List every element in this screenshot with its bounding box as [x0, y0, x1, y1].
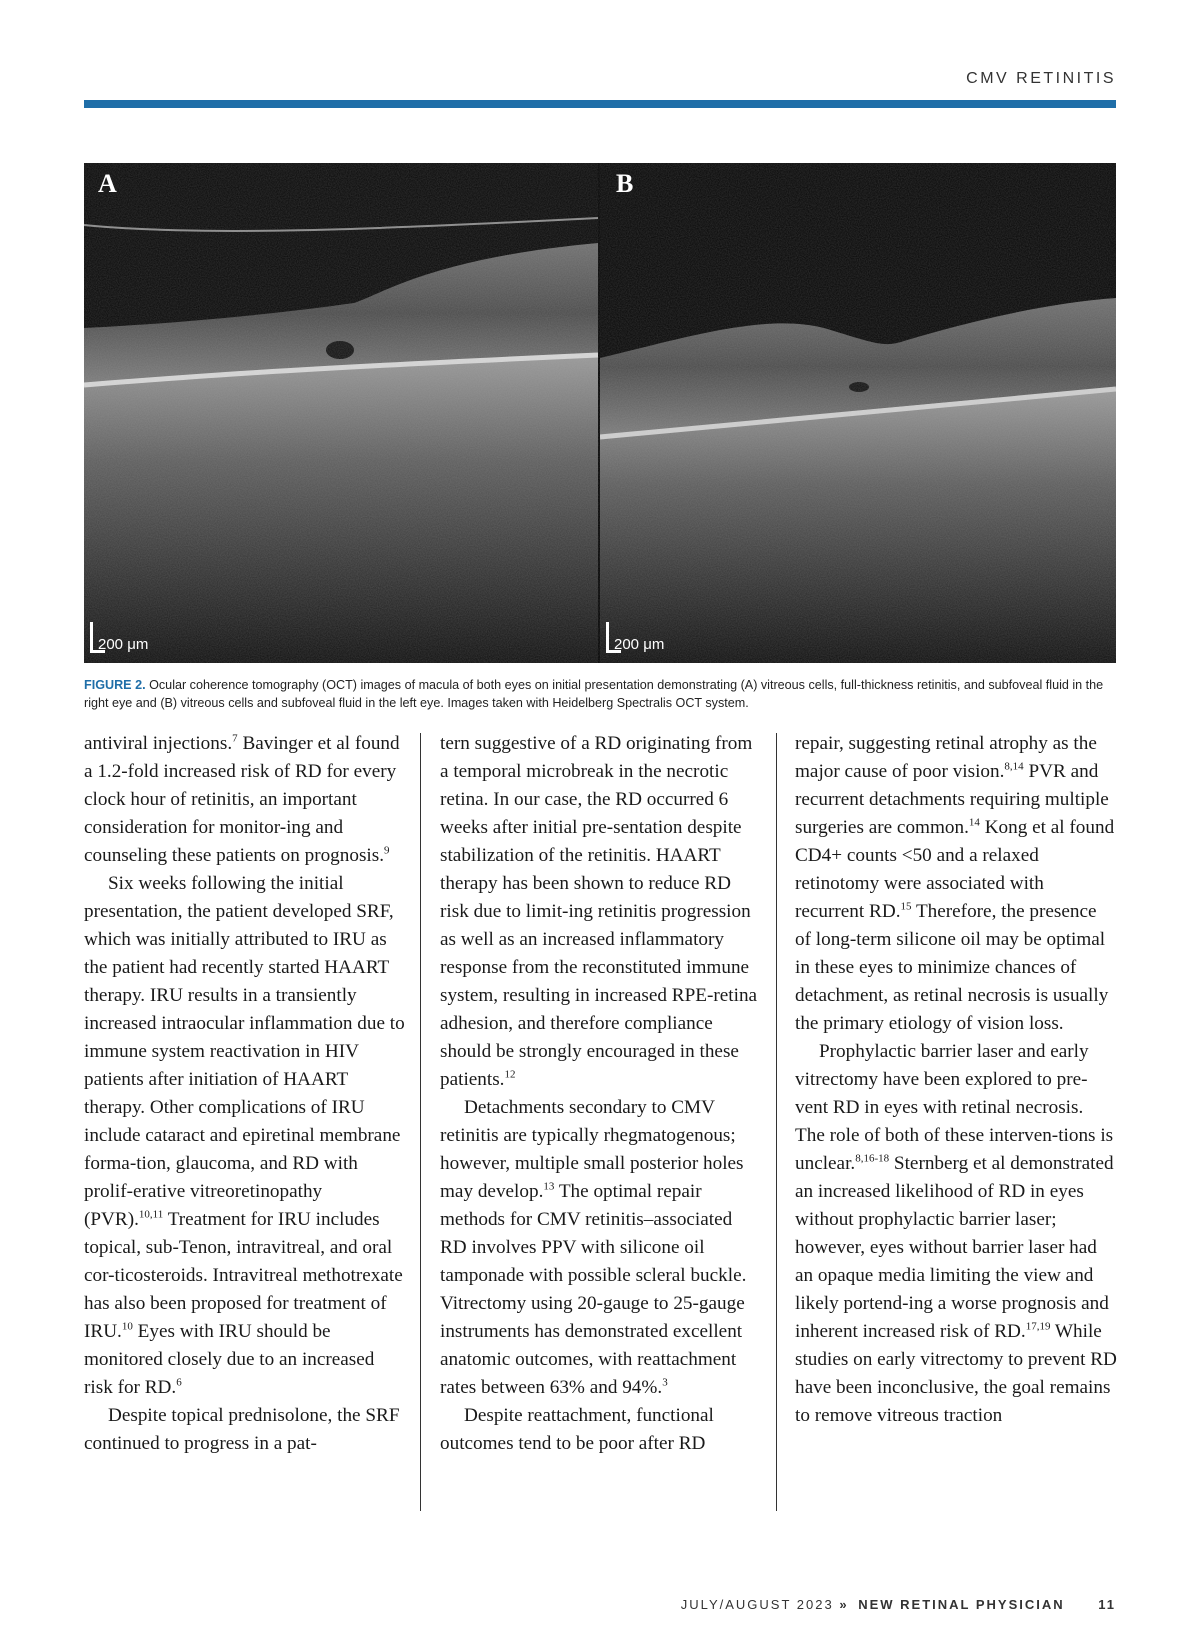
col2-paragraph-3: Despite reattachment, functional outcomes tend to be poor after RD [440, 1405, 714, 1454]
col2-paragraph-2: Detachments secondary to CMV retinitis are typically rhegmatogenous; however, multiple small posterior holes may develop.$^{13}$ The optimal repair methods for CMV retinitis–associated RD involves PPV with silicone oil tamponade with possible scleral buckle. Vitrectomy using 20-gauge to 25-gauge instruments has demonstrated excellent anatomic outcomes, with reattachment rates between 63% and 94%.$^3$ [440, 1097, 747, 1398]
oct-images [84, 163, 1116, 663]
col3-paragraph-2: Prophylactic barrier laser and early vitrectomy have been explored to pre-vent RD in eyes with retinal necrosis. The role of both of these interven-tions is unclear.$^{8,16-18}$ Sternberg et al demonstrated an increased likelihood of RD in eyes without prophylactic barrier laser; however, eyes without barrier laser had an opaque media limiting the view and likely portend-ing a worse prognosis and inherent increased risk of RD.$^{17,19}$ While studies on early vitrectomy to prevent RD have been inconclusive, the goal remains to remove vitreous traction [795, 1041, 1117, 1426]
footer-publication: NEW RETINAL PHYSICIAN [858, 1597, 1065, 1612]
header-rule [84, 100, 1116, 108]
page-number: 11 [1098, 1597, 1116, 1612]
footer-date: JULY/AUGUST 2023 [680, 1597, 834, 1612]
column-2 [440, 730, 762, 1458]
caption-text: Ocular coherence tomography (OCT) images of macula of both eyes on initial presentation demonstrating (A) vitreous cells, full-thickness retinitis, and subfoveal fluid in the right eye and (B) vitreous cells and subfoveal fluid in the left eye. Images taken with Heidelberg Spectralis OCT system. [84, 678, 1104, 710]
figure-caption [84, 676, 1124, 712]
col1-paragraph-1: antiviral injections.$^7$ Bavinger et al found a 1.2-fold increased risk of RD for every clock hour of retinitis, an important consideration for monitor-ing and counseling these patients on prognosis.$^9$ [84, 732, 400, 866]
column-3 [795, 730, 1117, 1430]
col1-paragraph-3: Despite topical prednisolone, the SRF continued to progress in a pat- [84, 1405, 400, 1454]
caption-label: FIGURE 2. [84, 678, 146, 692]
panel-b-scale-label: 200 μm [614, 636, 665, 653]
col3-paragraph-1: repair, suggesting retinal atrophy as the major cause of poor vision.$^{8,14}$ PVR and recurrent detachments requiring multiple surgeries are common.$^{14}$ Kong et al found CD4+ counts <50 and a relaxed retinotomy were associated with recurrent RD.$^{15}$ Therefore, the presence of long-term silicone oil may be optimal in these eyes to minimize chances of detachment, as retinal necrosis is usually the primary etiology of vision loss. [795, 733, 1115, 1034]
col2-paragraph-1: tern suggestive of a RD originating from a temporal microbreak in the necrotic retina. In our case, the RD occurred 6 weeks after initial pre-sentation despite stabilization of the retinitis. HAART therapy has been shown to reduce RD risk due to limit-ing retinitis progression as well as an increased inflammatory response from the reconstituted immune system, resulting in increased RPE-retina adhesion, and therefore compliance should be strongly encouraged in these patients.$^{12}$ [440, 733, 758, 1090]
col1-paragraph-2: Six weeks following the initial presentation, the patient developed SRF, which was initially attributed to IRU as the patient had recently started HAART therapy. IRU results in a transiently increased intraocular inflammation due to immune system reactivation in HIV patients after initiation of HAART therapy. Other complications of IRU include cataract and epiretinal membrane forma-tion, glaucoma, and RD with prolif-erative vitreoretinopathy (PVR).$^{10,11}$ Treatment for IRU includes topical, sub-Tenon, intravitreal, and oral cor-ticosteroids. Intravitreal methotrexate has also been proposed for treatment of IRU.$^{10}$ Eyes with IRU should be monitored closely due to an increased risk for RD.$^6$ [84, 873, 405, 1398]
column-divider-2 [776, 733, 777, 1511]
column-divider-1 [420, 733, 421, 1511]
panel-a-scale-label: 200 μm [98, 636, 149, 653]
column-1 [84, 730, 406, 1458]
footer-separator: » [839, 1597, 849, 1612]
running-head: CMV RETINITIS [966, 70, 1116, 87]
panel-a-label: A [98, 169, 117, 198]
oct-figure [84, 163, 1116, 663]
page-footer [681, 1597, 1116, 1612]
panel-b-label: B [616, 169, 634, 198]
